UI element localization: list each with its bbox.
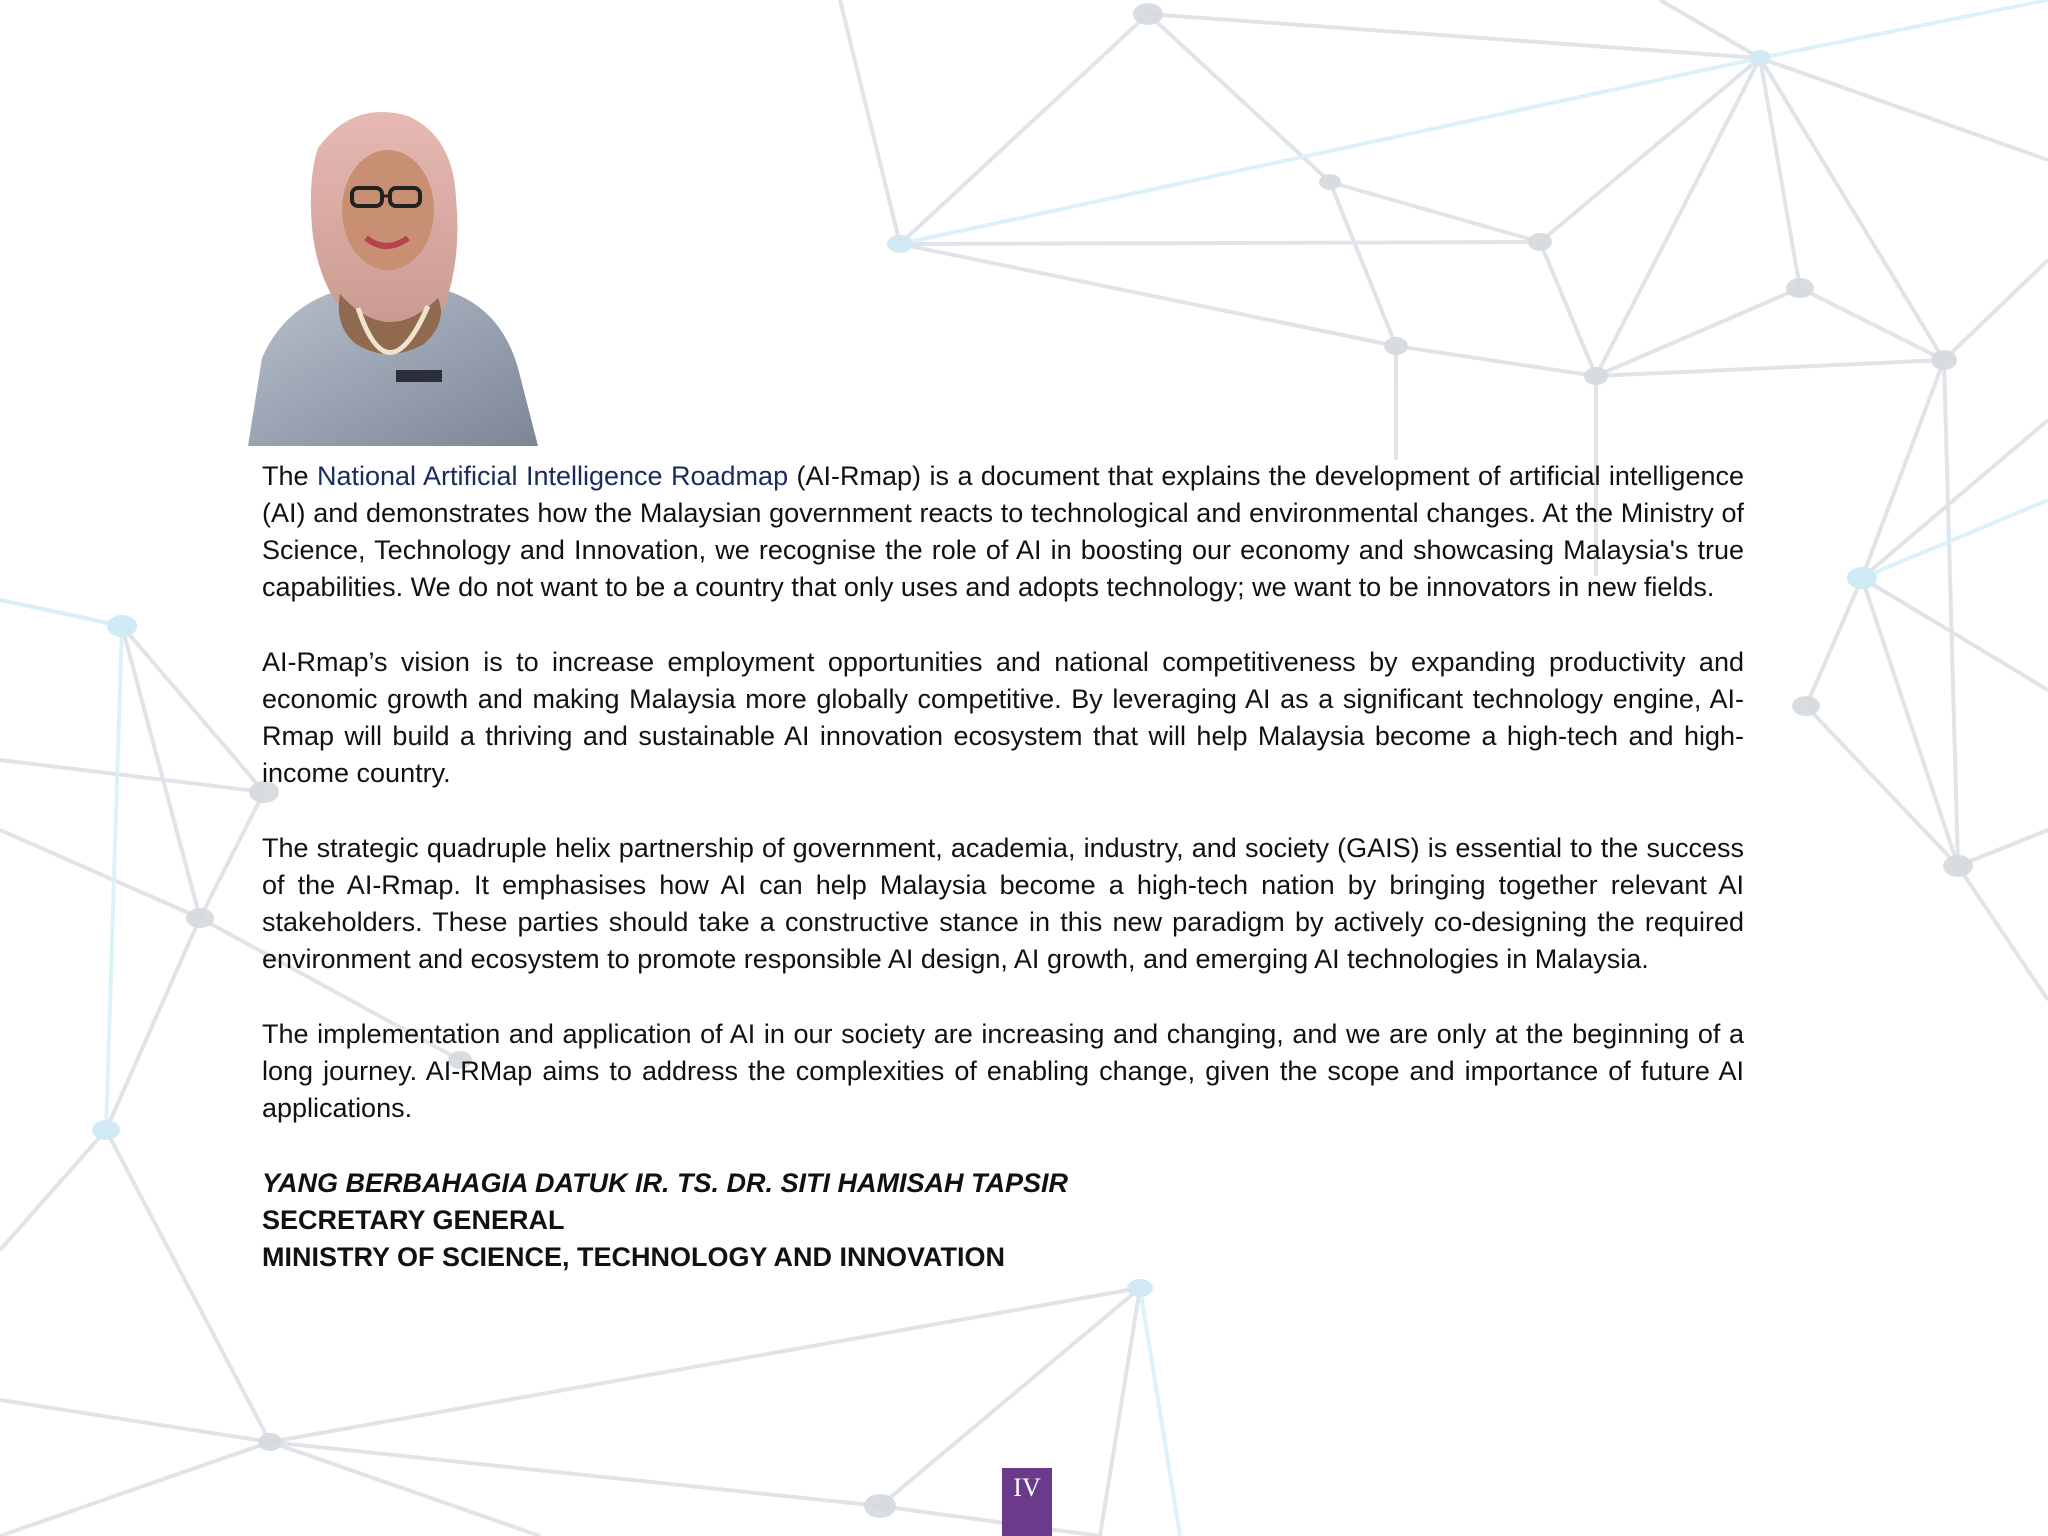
message-body bbox=[262, 458, 1744, 1276]
paragraph-3: The strategic quadruple helix partnership of government, academia, industry, and society (GAIS) is essential to the success of the AI-Rmap. It emphasises how AI can help Malaysia become a high-tech nation by bringing together relevant AI stakeholders. These parties should take a constructive stance in this new paradigm by actively co-designing the required environment and ecosystem to promote responsible AI design, AI growth, and emerging AI technologies in Malaysia. bbox=[262, 833, 1744, 974]
paragraph-2: AI-Rmap’s vision is to increase employment opportunities and national competitiveness by expanding productivity and economic growth and making Malaysia more globally competitive. By leveraging AI as a significant technology engine, AI-Rmap will build a thriving and sustainable AI innovation ecosystem that will help Malaysia become a high-tech and high-income country. bbox=[262, 647, 1744, 788]
paragraph-4: The implementation and application of AI in our society are increasing and changing, and we are only at the beginning of a long journey. AI-RMap aims to address the complexities of enabling change, given the scope and importance of future AI applications. bbox=[262, 1019, 1744, 1123]
signatory-title: SECRETARY GENERAL bbox=[262, 1205, 565, 1235]
portrait-photo bbox=[248, 108, 538, 446]
roadmap-title-highlight: National Artificial Intelligence Roadmap bbox=[316, 461, 789, 491]
paragraph-1 bbox=[262, 458, 1744, 606]
signatory-name: YANG BERBAHAGIA DATUK IR. TS. DR. SITI HAMISAH TAPSIR bbox=[262, 1168, 1069, 1198]
paragraph-1-text: (AI-Rmap) is a document that explains the development of artificial intelligence (AI) and demonstrates how the Malaysian government reacts to technological and environmental changes. At the Ministry of Science, Technology and Innovation, we recognise the role of AI in boosting our economy and showcasing Malaysia's true capabilities. We do not want to be a country that only uses and adopts technology; we want to be innovators in new fields. bbox=[262, 461, 1744, 602]
paragraph-1-prefix: The bbox=[262, 461, 317, 491]
signatory-organization: MINISTRY OF SCIENCE, TECHNOLOGY AND INNOVATION bbox=[262, 1242, 1006, 1272]
signature-block bbox=[262, 1165, 1744, 1276]
page-number: IV bbox=[1002, 1468, 1052, 1536]
